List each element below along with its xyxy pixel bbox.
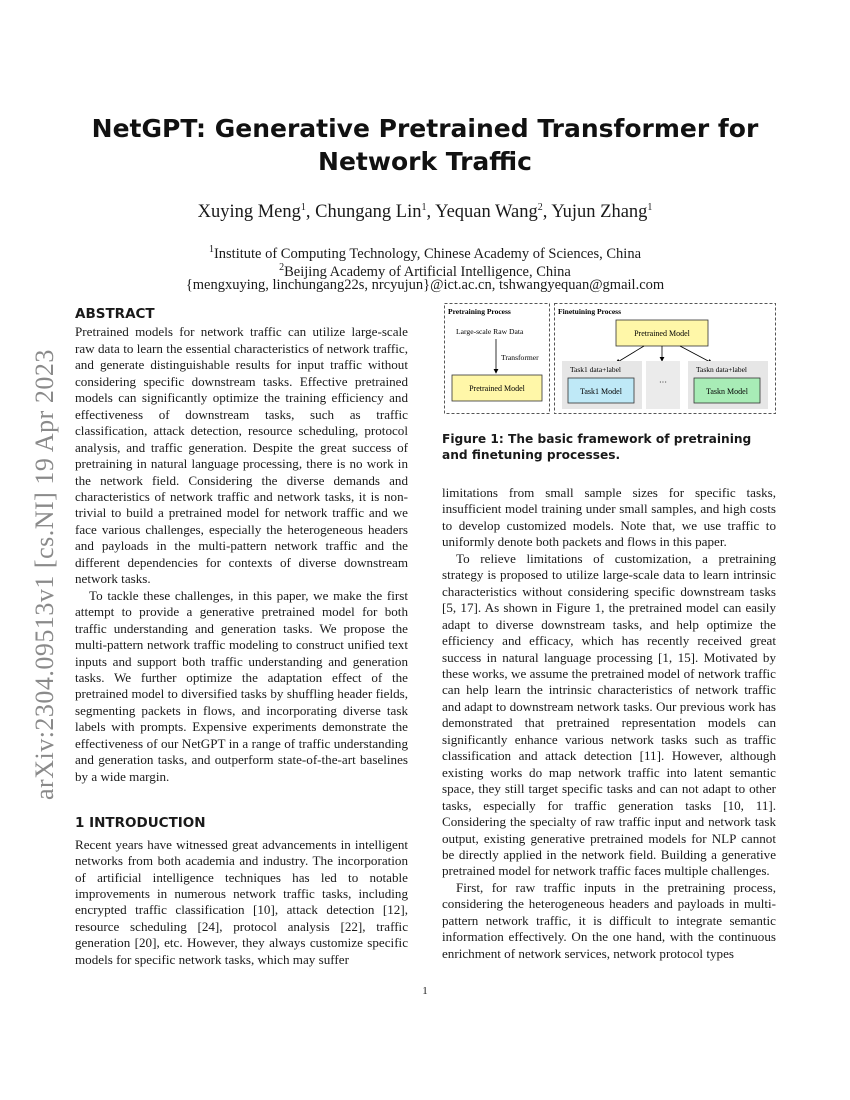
abstract-paragraph-1: Pretrained models for network traffic can utilize large-scale raw data to learn the essential characteristics of network traffic, and generate distinguishable results for input traffic without considering specific downstream tasks. Effective pretrained models can significantly optimize the training efficiency and effectiveness of downstream tasks, such as traffic classification, attack detection, resource scheduling, protocol analysis, and traffic generation. Despite the great success of pretraining in natural language processing, there is no work in the network field. Considering the diverse demands and characteristics of network traffic and network tasks, it is non-trivial to build a pretrained model for network traffic and we face various challenges, especially the heterogeneous headers and payloads in the multi-pattern network traffic and the different dependencies for contexts of diverse downstream network tasks. xyxy=(75,324,408,587)
right-paragraph-3: First, for raw traffic inputs in the pretraining process, considering the heterogeneous headers and payloads in multi-pattern network traffic, it is difficult to integrate semantic information effectively. On the one hand, with the continuous enrichment of network services, network protocol types xyxy=(442,879,776,961)
title-line-2: Network Traffic xyxy=(318,147,532,176)
affiliation-text: Beijing Academy of Artificial Intelligence, China xyxy=(284,263,571,280)
arxiv-identifier: arXiv:2304.09513v1 [cs.NI] 19 Apr 2023 xyxy=(30,349,59,800)
affiliation-text: Institute of Computing Technology, Chinese Academy of Sciences, China xyxy=(213,245,642,262)
author-name: Xuying Meng xyxy=(197,202,301,223)
page-number: 1 xyxy=(422,985,428,997)
taskn-model-label: Taskn Model xyxy=(706,387,748,396)
abstract-paragraph-2: To tackle these challenges, in this paper, we make the first attempt to provide a generative pretrained model for both traffic understanding and generation tasks. We propose the multi-pattern network traffic modeling to construct unified text inputs and support both traffic understanding and generation tasks. We further optimize the adaptation effect of the pretrained model to diversified tasks by shuffling header fields, segmenting packets in flows, and incorporating diverse task labels with prompts. Expensive experiments demonstrate the effectiveness of our NetGPT in a range of traffic understanding and generation tasks, and outperform state-of-the-art baselines by a wide margin. xyxy=(75,587,408,784)
task1-model-label: Task1 Model xyxy=(580,387,622,396)
affiliation-mark: 2 xyxy=(279,262,285,273)
affiliation-mark: 1 xyxy=(208,244,214,255)
pretraining-title: Pretraining Process xyxy=(448,307,511,316)
finetune-arrow-1 xyxy=(616,346,644,363)
introduction-paragraph-1: Recent years have witnessed great advancements in intelligent networks from both academia and industry. The incorporation of artificial intelligence techniques has led to notable improvements in numerous network traffic tasks, including encrypted traffic classification [10], attack detection [12], resource scheduling [24], protocol analysis [22], traffic generation [20], etc. However, they always customize specific models for specific network tasks, which may suffer xyxy=(75,836,408,967)
ellipsis: ··· xyxy=(659,378,667,387)
paper-title xyxy=(0,112,850,178)
author-affiliation-mark: 2 xyxy=(537,202,543,213)
title-line-1: NetGPT: Generative Pretrained Transformer for xyxy=(91,114,759,143)
author-name: Chungang Lin xyxy=(315,202,422,223)
task1-data-label: Task1 data+label xyxy=(570,365,621,374)
taskn-data-label: Taskn data+label xyxy=(696,365,747,374)
finetune-arrow-n xyxy=(680,346,712,363)
finetuning-title: Finetuining Process xyxy=(558,307,621,316)
figure-1-caption: Figure 1: The basic framework of pretraining and finetuning processes. xyxy=(442,432,752,462)
introduction-heading: 1 INTRODUCTION xyxy=(75,815,206,832)
left-column xyxy=(75,306,408,968)
transformer-label: Transformer xyxy=(501,353,539,362)
author-affiliation-mark: 1 xyxy=(300,202,306,213)
figure-1-diagram xyxy=(444,303,776,415)
author-name: Yujun Zhang xyxy=(551,202,648,223)
right-paragraph-1: limitations from small sample sizes for specific tasks, insufficient model training under small samples, and high costs to develop customized models. Note that, we use traffic to uniformly denote both packets and flows in this paper. xyxy=(442,485,776,550)
author-name: Yequan Wang xyxy=(435,202,538,223)
author-emails: {mengxuying, linchungang22s, nrcyujun}@ict.ac.cn, tshwangyequan@gmail.com xyxy=(185,277,665,293)
abstract-heading: ABSTRACT xyxy=(75,306,155,322)
author-list: Xuying Meng$^1$, Chungang Lin$^1$, Yequan Wang$^2$, Yujun Zhang$^1$ xyxy=(197,202,653,223)
right-column xyxy=(442,485,776,962)
right-paragraph-2: To relieve limitations of customization, a pretraining strategy is proposed to utilize large-scale data to learn intrinsic characteristics without considering specific downstream tasks [5, 17]. As shown in Figure 1, the pretrained model can easily adapt to diverse downstream tasks, and help optimize the efficiency and efficacy, which has recently received great success in natural language processing [1, 15]. Motivated by these works, we assume the pretrained model of network traffic can help learn the intrinsic characteristics of network traffic and adapt to downstream network tasks. Our previous work has demonstrated that pretrained representation models can significantly enhance various network tasks such as traffic classification and attack detection [11]. However, although existing works do map network traffic into latent semantic space, they still target specific tasks and can not adapt to other tasks, especially for traffic generation tasks [10, 11]. Considering the specialty of raw traffic input and network task output, existing generative pretrained models for NLP cannot be directly applied in the network field. Building a generative pretrained model for network traffic faces multiple challenges. xyxy=(442,550,776,879)
author-affiliation-mark: 1 xyxy=(421,202,427,213)
pretrained-model-label: Pretrained Model xyxy=(469,384,525,393)
raw-data-label: Large-scale Raw Data xyxy=(456,327,524,336)
pretrained-model-label: Pretrained Model xyxy=(634,329,690,338)
author-affiliation-mark: 1 xyxy=(647,202,653,213)
